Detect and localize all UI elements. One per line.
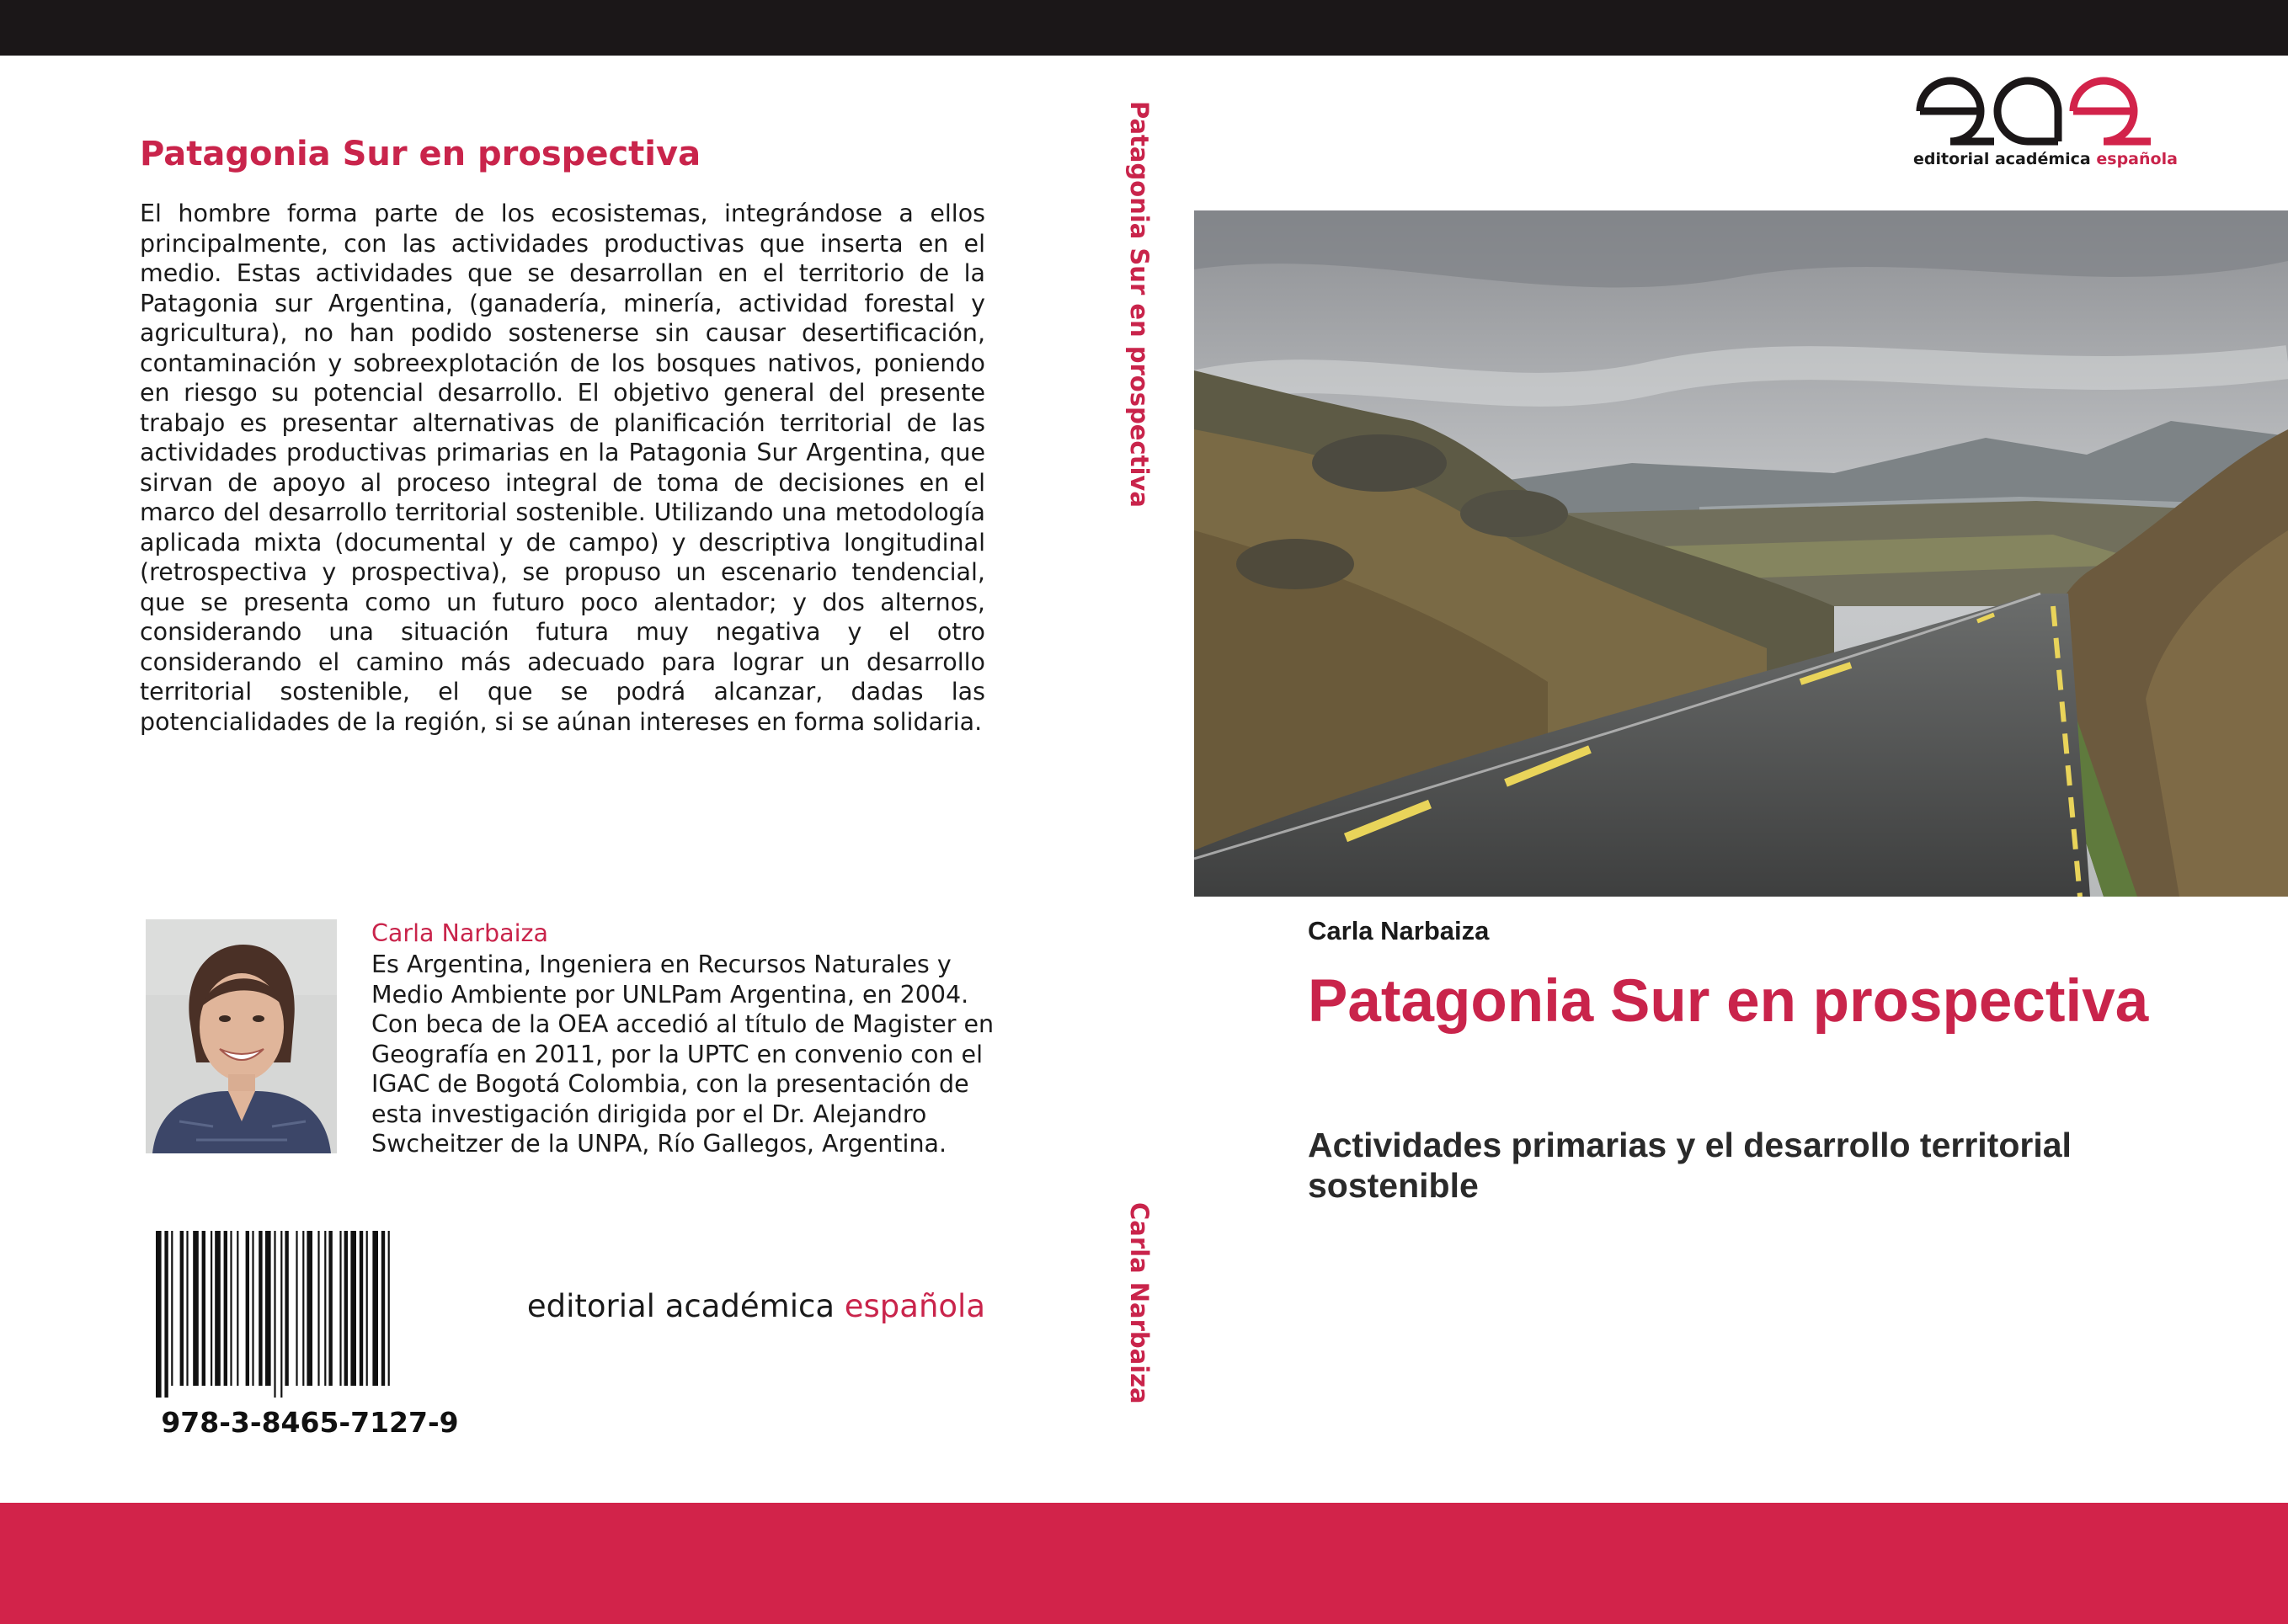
barcode-bar <box>339 1231 341 1386</box>
barcode-bar <box>171 1231 173 1386</box>
barcode-bar <box>280 1231 282 1398</box>
barcode-bar <box>350 1231 356 1386</box>
isbn-number: 978-3-8465-7127-9 <box>161 1406 459 1439</box>
top-band <box>0 0 2288 56</box>
barcode-bar <box>344 1231 348 1386</box>
author-bio-name: Carla Narbaiza <box>371 919 548 947</box>
barcode-bar <box>211 1231 212 1386</box>
barcode-bar <box>265 1231 271 1386</box>
barcode-bar <box>317 1231 319 1386</box>
barcode-bar <box>388 1231 390 1386</box>
barcode-bar <box>252 1231 253 1386</box>
back-cover-title: Patagonia Sur en prospectiva <box>140 135 701 173</box>
front-cover-author: Carla Narbaiza <box>1308 916 1490 945</box>
barcode-bar <box>274 1231 275 1398</box>
barcode-bar <box>259 1231 262 1386</box>
barcode-bar <box>193 1231 199 1386</box>
barcode-bar <box>372 1231 378 1386</box>
barcode-bar <box>381 1231 385 1386</box>
barcode-bar <box>307 1231 312 1386</box>
barcode-bar <box>285 1231 288 1386</box>
publisher-name-accent: española <box>844 1288 985 1324</box>
barcode-bar <box>296 1231 297 1386</box>
spine-author: Carla Narbaiza <box>1125 1202 1154 1404</box>
cover-photo <box>1194 210 2288 897</box>
isbn-barcode <box>154 1231 466 1398</box>
barcode-bar <box>246 1231 249 1386</box>
barcode-bar <box>230 1231 232 1386</box>
back-cover-blurb: El hombre forma parte de los ecosistemas, integrándose a ellos principalmente, con las actividades productivas que inserta en el medio. Estas actividades que se desarrollan en el territorio de la Patagonia sur Argentina, (ganadería, minería, actividad forestal y agricultura), no han podido sostenerse sin causar desertificación, contaminación y sobreexplotación de los bosques nativos, poniendo en riesgo su potencial desarrollo. El objetivo general del presente trabajo es presentar alternativas de planificación territorial de las actividades productivas primarias en la Patagonia Sur Argentina, que sirvan de apoyo al proceso integral de toma de decisiones en el marco del desarrollo territorial sostenible. Utilizando una metodología aplicada mixta (documental y de campo) y descriptiva longitudinal (retrospectiva y prospectiva), se propuso un escenario tendencial, que se presenta como un futuro poco alentador; y dos alternos, considerando una situación futura muy negativa y el otro considerando el camino más adecuado para lograr un desarrollo territorial sostenible, el que se podrá alcanzar, dadas las potencialidades de la región, si se aúnan intereses en forma solidaria. <box>140 200 985 736</box>
front-cover-title: Patagonia Sur en prospectiva <box>1308 968 2149 1035</box>
barcode-bar <box>180 1231 184 1386</box>
logo-caption-accent: española <box>2096 150 2178 168</box>
barcode-bar <box>156 1231 162 1398</box>
barcode-bar <box>360 1231 363 1386</box>
bottom-band <box>0 1503 2288 1624</box>
barcode-bar <box>164 1231 168 1398</box>
logo-caption-main: editorial académica <box>1913 150 2097 168</box>
barcode-bar <box>186 1231 188 1386</box>
barcode-bar <box>224 1231 227 1386</box>
spine-title: Patagonia Sur en prospectiva <box>1125 101 1154 508</box>
barcode-bar <box>366 1231 368 1386</box>
logo-caption <box>1913 150 2178 168</box>
barcode-bar <box>202 1231 205 1386</box>
author-photo <box>146 919 337 1153</box>
barcode-bar <box>324 1231 326 1386</box>
barcode-bar <box>237 1231 238 1386</box>
barcode-bar <box>302 1231 304 1386</box>
barcode-bar <box>328 1231 332 1386</box>
barcode-bar <box>215 1231 221 1386</box>
publisher-imprint-back <box>524 1288 985 1324</box>
front-cover-subtitle: Actividades primarias y el desarrollo territorial sostenible <box>1308 1126 2072 1205</box>
author-bio-text: Es Argentina, Ingeniera en Recursos Naturales y Medio Ambiente por UNLPam Argentina, en 2004. Con beca de la OEA accedió al título de Magister en Geografía en 2011, por la UPTC en convenio con el IGAC de Bogotá Colombia, con la presentación de esta investigación dirigida por el Dr. Alejandro Swcheitzer de la UNPA, Río Gallegos, Argentina. <box>371 950 995 1158</box>
publisher-name: editorial académica <box>526 1288 845 1324</box>
